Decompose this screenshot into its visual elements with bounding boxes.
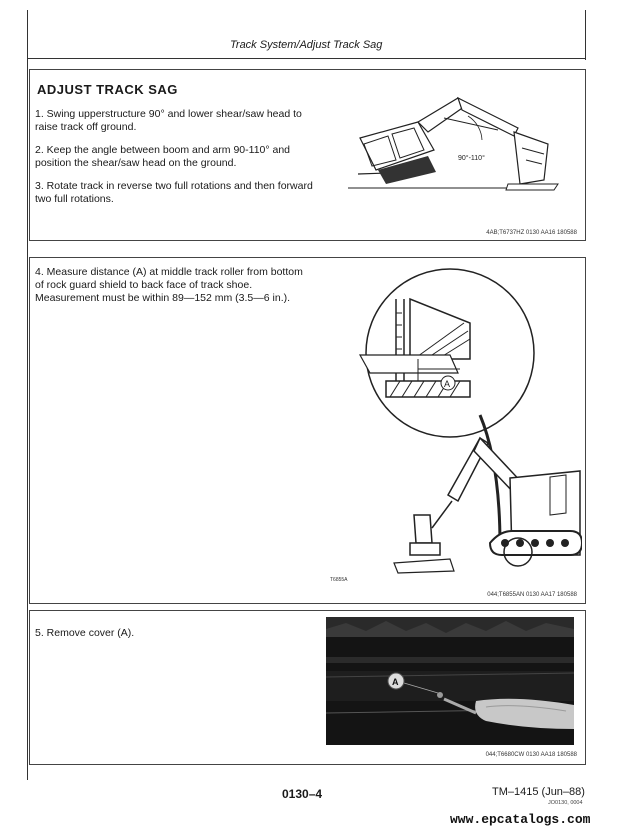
track-measurement-illustration [330, 263, 582, 591]
page-number: 0130–4 [282, 787, 323, 801]
manual-number: TM–1415 (Jun–88) [492, 786, 585, 798]
excavator-angle-illustration [348, 88, 578, 208]
steps-list [35, 108, 315, 206]
section-title: ADJUST TRACK SAG [37, 82, 178, 97]
step-5: 5. Remove cover (A). [35, 627, 135, 639]
step-2: 2. Keep the angle between boom and arm 90-110° and position the shear/saw head on the ground. [35, 144, 291, 169]
step-3: 3. Rotate track in reverse two full rotations and then forward two full rotations. [35, 180, 313, 205]
figure-caption: 4AB;T6737HZ 0130 AA16 180588 [486, 230, 577, 236]
header-right-rule [585, 10, 586, 60]
footer-code: JO0130, 0004 [548, 800, 583, 806]
header-rule [27, 58, 586, 59]
machine-view [394, 438, 582, 573]
cover-photo [326, 617, 574, 745]
figure-id: T6855A [330, 577, 348, 583]
photo-caption: 044;T6680CW 0130 AA18 180588 [485, 752, 577, 758]
figure-caption-2: 044;T6855AN 0130 AA17 180588 [487, 592, 577, 598]
section-measure-distance [29, 257, 586, 604]
photo-callout-a: A [392, 677, 399, 687]
step-4: 4. Measure distance (A) at middle track roller from bottom of rock guard shield to back face of track shoe. Measurement must be within 89—152 mm (3.5—6 in.). [35, 266, 303, 304]
section-remove-cover [29, 610, 586, 765]
watermark: www.epcatalogs.com [450, 812, 591, 827]
page-header-title: Track System/Adjust Track Sag [230, 39, 383, 51]
step-1: 1. Swing upperstructure 90° and lower shear/saw head to raise track off ground. [35, 108, 302, 133]
callout-a-label: A [444, 379, 451, 389]
section-adjust-track-sag [29, 69, 586, 241]
angle-label: 90°-110° [458, 155, 485, 162]
page-left-rule [27, 10, 28, 780]
cover-photo-content [326, 617, 574, 745]
